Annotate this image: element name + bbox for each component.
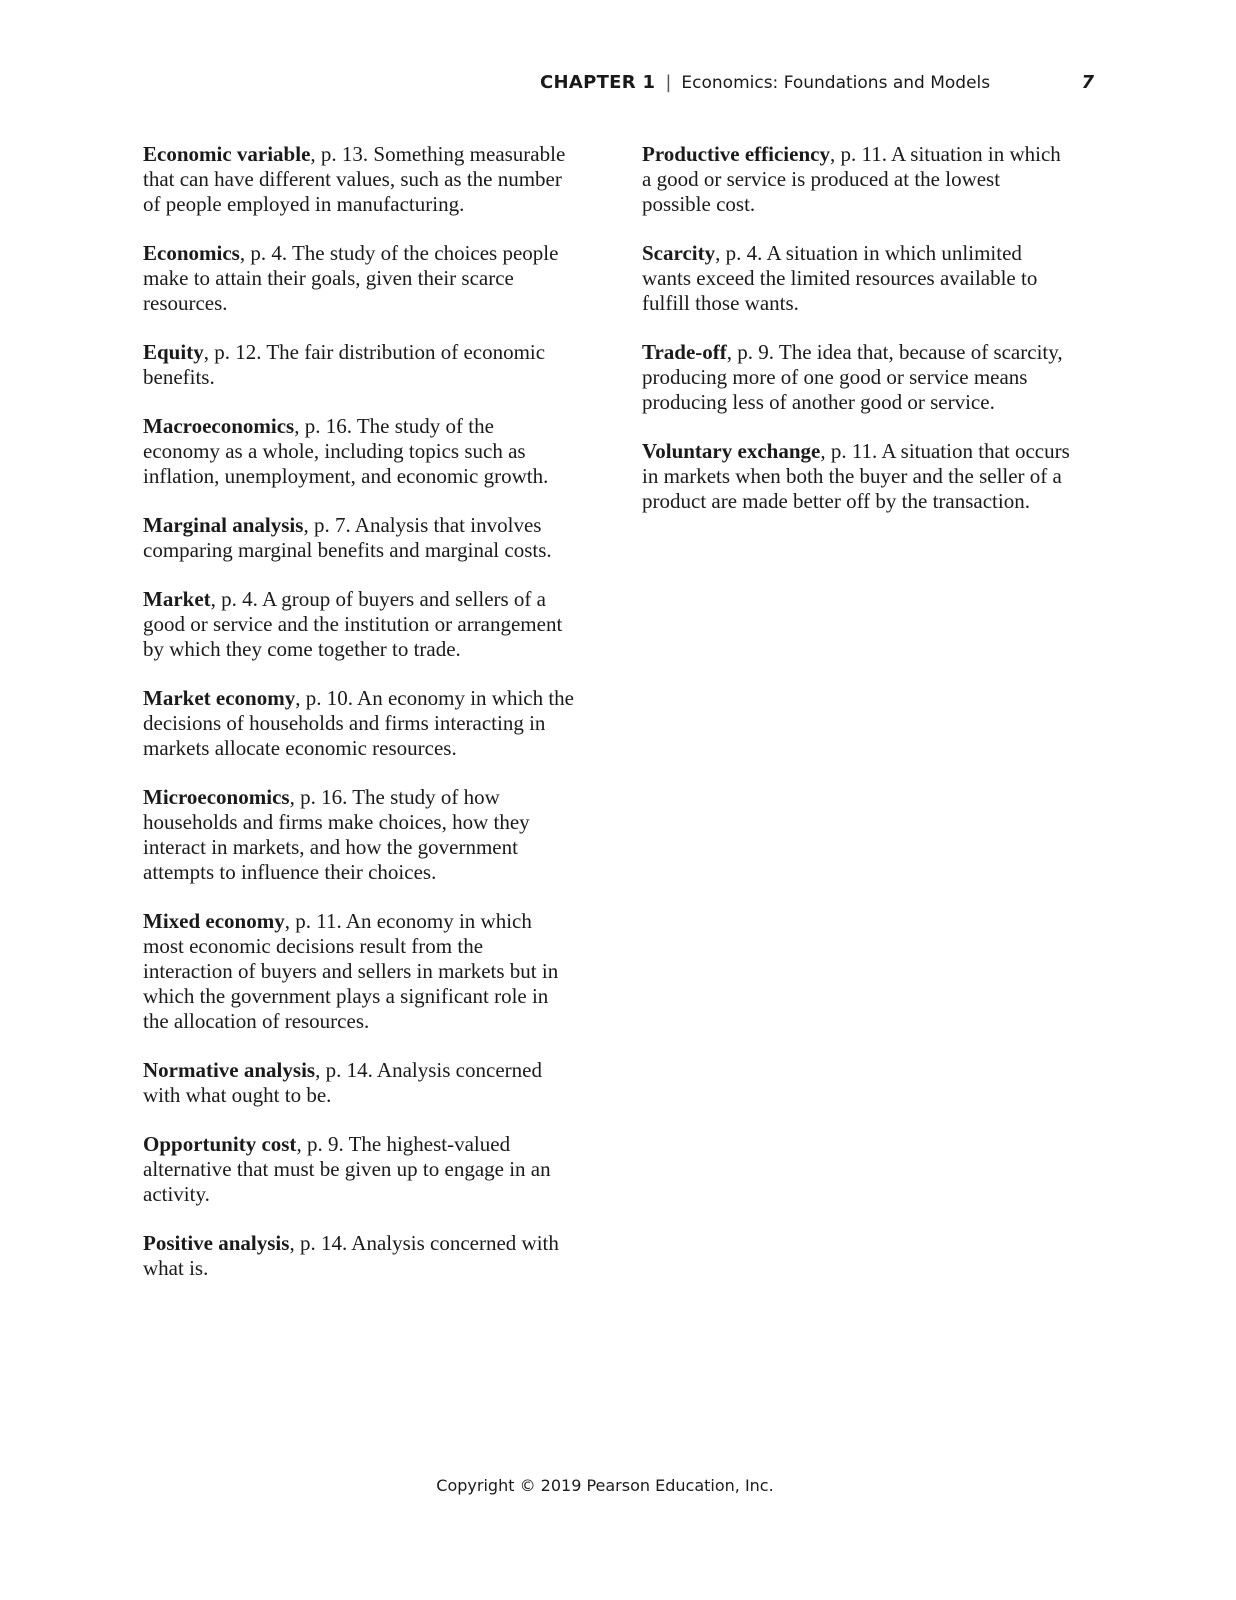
page-ref: , p. 9.: [726, 340, 779, 364]
page-ref: , p. 11.: [820, 439, 882, 463]
glossary-definition: An economy in which most economic decisions result from the interaction of buyers and sellers in markets but in which the government plays a significant role in the allocation of resources.: [143, 909, 559, 1033]
glossary-term: Market economy: [143, 686, 296, 710]
glossary-definition: The fair distribution of economic benefits.: [143, 340, 546, 389]
glossary-definition: The study of how households and firms make choices, how they interact in markets, and how the government attempts to influence their choices.: [143, 785, 530, 884]
page-ref: , p. 11.: [284, 909, 346, 933]
glossary-definition: An economy in which the decisions of households and firms interacting in markets allocate economic resources.: [143, 686, 574, 760]
glossary-definition: The study of the choices people make to attain their goals, given their scarce resources.: [143, 241, 559, 315]
glossary-entry-voluntary-exchange: [642, 439, 1074, 514]
glossary-term: Microeconomics: [143, 785, 290, 809]
glossary-column-right: [642, 142, 1074, 538]
chapter-title: Economics: Foundations and Models: [681, 73, 991, 93]
page-ref: , p. 16.: [294, 414, 357, 438]
glossary-term: Productive efficiency: [642, 142, 830, 166]
glossary-term: Voluntary exchange: [642, 439, 821, 463]
page-ref: , p. 4.: [715, 241, 767, 265]
glossary-column-left: [143, 142, 575, 1305]
glossary-definition: A group of buyers and sellers of a good or service and the institution or arrangement by which they come together to trade.: [143, 587, 563, 661]
glossary-entry-productive-efficiency: [642, 142, 1074, 217]
glossary-term: Positive analysis: [143, 1231, 290, 1255]
glossary-entry-market: [143, 587, 575, 662]
glossary-definition: A situation in which a good or service is produced at the lowest possible cost.: [642, 142, 1061, 216]
copyright-footer: Copyright © 2019 Pearson Education, Inc.: [436, 1476, 774, 1495]
glossary-term: Trade-off: [642, 340, 727, 364]
glossary-definition: A situation that occurs in markets when both the buyer and the seller of a product are made better off by the transaction.: [642, 439, 1070, 513]
glossary-entry-mixed-economy: [143, 909, 575, 1034]
running-header: [540, 72, 1094, 93]
page-ref: , p. 10.: [295, 686, 358, 710]
page-ref: , p. 7.: [303, 513, 355, 537]
page-ref: , p. 4.: [239, 241, 292, 265]
glossary-entry-positive-analysis: [143, 1231, 575, 1281]
glossary-definition: The highest-valued alternative that must be given up to engage in an activity.: [143, 1132, 551, 1206]
page-ref: , p. 14.: [315, 1058, 377, 1082]
page-ref: , p. 13.: [310, 142, 374, 166]
glossary-term: Equity: [143, 340, 204, 364]
page-ref: , p. 4.: [210, 587, 262, 611]
page-ref: , p. 11.: [829, 142, 892, 166]
glossary-definition: Something measurable that can have different values, such as the number of people employed in manufacturing.: [143, 142, 566, 216]
glossary-entry-market-economy: [143, 686, 575, 761]
glossary-definition: The idea that, because of scarcity, producing more of one good or service means producing less of another good or service.: [642, 340, 1063, 414]
page-ref: , p. 9.: [296, 1132, 349, 1156]
glossary-entry-economic-variable: [143, 142, 575, 217]
glossary-definition: A situation in which unlimited wants exceed the limited resources available to fulfill those wants.: [642, 241, 1038, 315]
glossary-entry-economics: [143, 241, 575, 316]
glossary-term: Mixed economy: [143, 909, 285, 933]
glossary-term: Economics: [143, 241, 240, 265]
glossary-entry-scarcity: [642, 241, 1074, 316]
glossary-definition: Analysis that involves comparing marginal benefits and marginal costs.: [143, 513, 552, 562]
glossary-entry-macroeconomics: [143, 414, 575, 489]
page-ref: , p. 14.: [289, 1231, 352, 1255]
glossary-term: Opportunity cost: [143, 1132, 297, 1156]
glossary-entry-microeconomics: [143, 785, 575, 885]
glossary-term: Market: [143, 587, 211, 611]
glossary-term: Normative analysis: [143, 1058, 316, 1082]
glossary-definition: Analysis concerned with what ought to be.: [143, 1058, 542, 1107]
glossary-entry-marginal-analysis: [143, 513, 575, 563]
page-ref: , p. 16.: [289, 785, 353, 809]
glossary-entry-normative-analysis: [143, 1058, 575, 1108]
glossary-definition: The study of the economy as a whole, including topics such as inflation, unemployment, and economic growth.: [143, 414, 549, 488]
glossary-entry-equity: [143, 340, 575, 390]
glossary-entry-trade-off: [642, 340, 1074, 415]
page-number: 7: [1081, 72, 1094, 93]
glossary-entry-opportunity-cost: [143, 1132, 575, 1207]
chapter-label: CHAPTER 1: [540, 72, 656, 93]
header-separator: |: [665, 72, 672, 93]
glossary-term: Macroeconomics: [143, 414, 295, 438]
glossary-term: Economic variable: [143, 142, 311, 166]
glossary-term: Scarcity: [642, 241, 716, 265]
glossary-definition: Analysis concerned with what is.: [143, 1231, 559, 1280]
glossary-term: Marginal analysis: [143, 513, 304, 537]
page-ref: , p. 12.: [203, 340, 267, 364]
